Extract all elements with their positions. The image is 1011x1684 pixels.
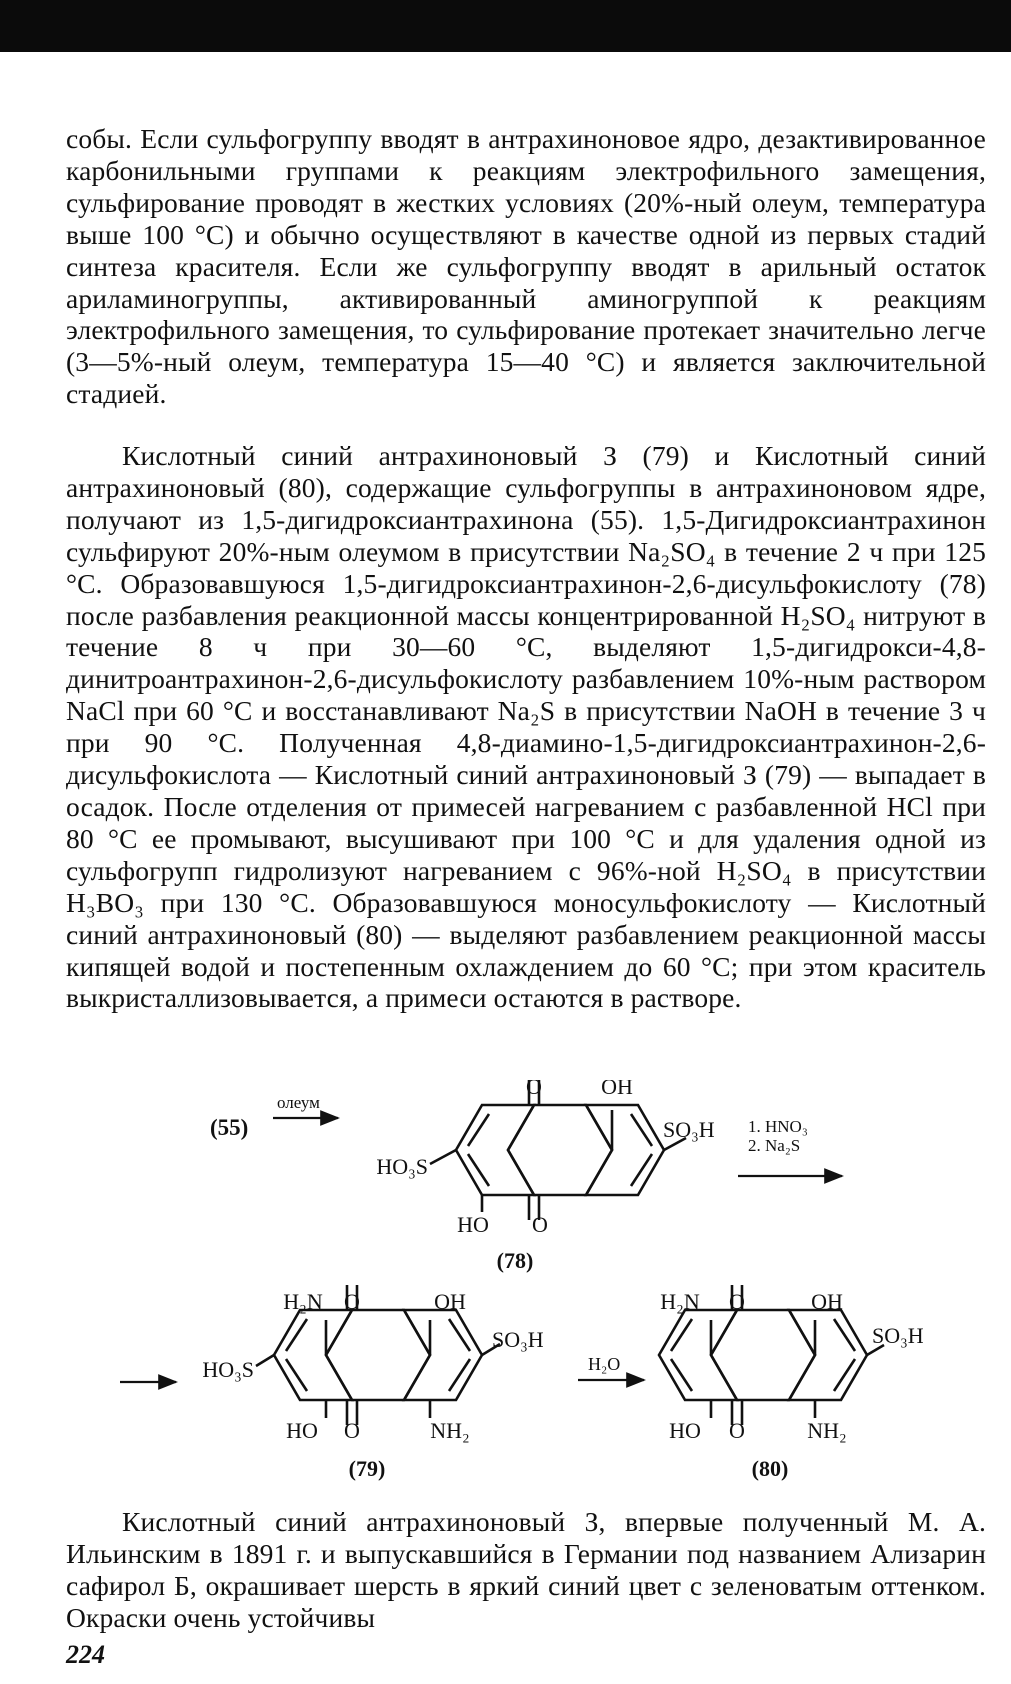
c80-so3h: SO₃H bbox=[872, 1323, 924, 1348]
c78-o-bottom: O bbox=[532, 1212, 548, 1237]
start-compound-label: (55) bbox=[210, 1115, 249, 1140]
c79-so3h: SO₃H bbox=[492, 1327, 544, 1352]
compound-80-label: (80) bbox=[751, 1456, 789, 1481]
compound-78-label: (78) bbox=[496, 1248, 534, 1273]
paragraph-3: Кислотный синий антрахиноновый З, впервые полученный М. А. Ильинским в 1891 г. и выпускавшийся в Германии под названием Ализарин сафирол Б, окрашивает шерсть в яркий синий цвет с зеленоватым оттенком. Окраски очень устойчивы bbox=[66, 1506, 986, 1633]
c78-ho3s: HO₃S bbox=[376, 1154, 428, 1179]
compound-78-structure bbox=[430, 1080, 686, 1220]
reagent-oleum: олеум bbox=[277, 1093, 320, 1112]
page-number: 224 bbox=[66, 1640, 105, 1669]
reaction-scheme bbox=[0, 1080, 1011, 1500]
paragraph-2: Кислотный синий антрахиноновый З (79) и Кислотный синий антрахиноновый (80), содержащие сульфогруппы в антрахиноновом ядре, получают из 1,5-дигидроксиантрахинона (55). 1,5-Дигидроксиантрахинон сульфируют 20%-ным олеумом в присутствии Na₂SO₄ в течение 2 ч при 125 °С. Образовавшуюся 1,5-дигидроксиантрахинон-2,6-дисульфокислоту (78) после разбавления реакционной массы концентрированной H₂SO₄ нитруют в течение 8 ч при 30—60 °С, выделяют 1,5-дигидрокси-4,8-динитроантрахинон-2,6-дисульфокислоту разбавлением 10%-ным раствором NaCl при 60 °С и восстанавливают Na₂S в присутствии NaOH в течение 3 ч при 90 °С. Полученная 4,8-диамино-1,5-дигидроксиантрахинон-2,6-дисульфокислота — Кислотный синий антрахиноновый З (79) — выпадает в осадок. После отделения от примесей нагреванием с разбавленной HCl при 80 °С ее промывают, высушивают при 100 °С и для удаления одной из сульфогрупп гидролизуют нагреванием с 96%-ной H₂SO₄ в присутствии H₃BO₃ при 130 °С. Образовавшуюся моносульфокислоту — Кислотный синий антрахиноновый (80) — выделяют разбавлением реакционной массы кипящей водой и постепенным охлаждением до 60 °С; при этом краситель выкристаллизовывается, а примеси остаются в растворе. bbox=[66, 440, 986, 1014]
c80-oh: OH bbox=[811, 1289, 843, 1314]
compound-79-label: (79) bbox=[348, 1456, 386, 1481]
c79-ho: HO bbox=[286, 1418, 318, 1443]
c80-o-top: O bbox=[729, 1289, 745, 1314]
reagent-water: H₂O bbox=[588, 1354, 621, 1374]
c79-o-top: O bbox=[344, 1289, 360, 1314]
c80-h2n: H₂N bbox=[660, 1289, 700, 1314]
reagent-na2s: 2. Na₂S bbox=[748, 1136, 801, 1155]
c78-o-top: O bbox=[526, 1080, 542, 1099]
c78-ho: HO bbox=[457, 1212, 489, 1237]
c79-oh: OH bbox=[434, 1289, 466, 1314]
reagent-hno3: 1. HNO₃ bbox=[748, 1117, 808, 1136]
c79-nh2: NH₂ bbox=[430, 1418, 470, 1443]
c80-nh2: NH₂ bbox=[807, 1418, 847, 1443]
c78-so3h: SO₃H bbox=[663, 1117, 715, 1142]
top-dark-border bbox=[0, 0, 1011, 52]
c78-oh: OH bbox=[601, 1080, 633, 1099]
paragraph-1: собы. Если сульфогруппу вводят в антрахиноновое ядро, дезактивированное карбонильными группами к реакциям электрофильного замещения, сульфирование проводят в жестких условиях (20%-ный олеум, температура выше 100 °С) и обычно осуществляют в качестве одной из первых стадий синтеза красителя. Если же сульфогруппу вводят в арильный остаток ариламиногруппы, активированный аминогруппой к реакциям электрофильного замещения, то сульфирование протекает значительно легче (3—5%-ный олеум, температура 15—40 °С) и является заключительной стадией. bbox=[66, 123, 986, 410]
c80-o-bottom: O bbox=[729, 1418, 745, 1443]
c79-o-bottom: O bbox=[344, 1418, 360, 1443]
c79-h2n: H₂N bbox=[283, 1289, 323, 1314]
c80-ho: HO bbox=[669, 1418, 701, 1443]
c79-ho3s: HO₃S bbox=[202, 1357, 254, 1382]
